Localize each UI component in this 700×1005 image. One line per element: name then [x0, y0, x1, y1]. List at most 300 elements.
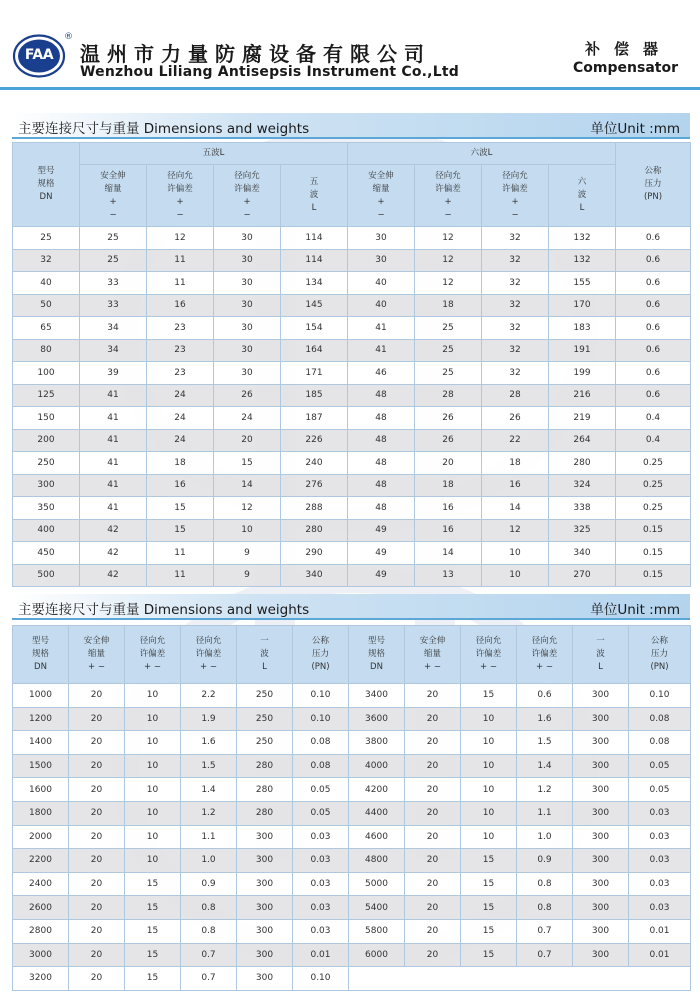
table-cell: 280	[549, 452, 616, 475]
table-cell: 0.25	[616, 452, 691, 475]
table-cell: 0.25	[616, 497, 691, 520]
table-cell: 250	[237, 684, 293, 708]
company-name-cn: 温州市力量防腐设备有限公司	[80, 42, 431, 66]
table-cell: 12	[482, 519, 549, 542]
section-title: 主要连接尺寸与重量 Dimensions and weights	[18, 602, 310, 618]
table-cell: 340	[549, 542, 616, 565]
table-cell: 30	[214, 227, 281, 250]
table-cell: 10	[125, 778, 181, 802]
table-cell: 0.6	[616, 272, 691, 295]
table-cell: 1.6	[181, 731, 237, 755]
table-cell: 41	[348, 317, 415, 340]
table-cell: 0.15	[616, 519, 691, 542]
table-cell: 80	[13, 339, 80, 362]
table-cell: 240	[281, 452, 348, 475]
table-cell: 350	[13, 497, 80, 520]
table-cell: 20	[69, 754, 125, 778]
company-name-en: Wenzhou Liliang Antisepsis Instrument Co.,Ltd	[80, 64, 459, 80]
dimensions-table-large	[12, 625, 691, 991]
header-wave-length: 一 波 L	[237, 626, 293, 684]
table-row	[13, 872, 691, 896]
table-cell: 0.4	[616, 429, 691, 452]
table-cell: 10	[482, 564, 549, 587]
table-cell: 5800	[349, 919, 405, 943]
table-cell: 15	[214, 452, 281, 475]
table-cell: 0.01	[629, 943, 691, 967]
table-cell: 0.01	[293, 943, 349, 967]
table-cell: 300	[237, 896, 293, 920]
table-cell: 0.7	[181, 967, 237, 991]
table-cell: 0.08	[293, 754, 349, 778]
header-six-wave-length: 六 波 L	[549, 165, 616, 227]
table-cell: 2400	[13, 872, 69, 896]
table-row	[13, 407, 691, 430]
table-cell: 1500	[13, 754, 69, 778]
table-cell: 2.2	[181, 684, 237, 708]
table-cell: 41	[80, 474, 147, 497]
table-cell: 20	[69, 778, 125, 802]
table-cell: 300	[13, 474, 80, 497]
table-cell: 0.9	[181, 872, 237, 896]
table-cell: 15	[125, 943, 181, 967]
table-row	[13, 707, 691, 731]
header-stretch: 安全伸 缩量 + −	[69, 626, 125, 684]
table-cell: 4000	[349, 754, 405, 778]
table-cell: 20	[405, 778, 461, 802]
table-cell: 1600	[13, 778, 69, 802]
table-cell: 25	[415, 317, 482, 340]
table-cell: 280	[237, 778, 293, 802]
table-cell: 30	[214, 317, 281, 340]
table-cell: 0.01	[629, 919, 691, 943]
table-cell: 11	[147, 564, 214, 587]
table-cell: 16	[482, 474, 549, 497]
table-cell: 4400	[349, 801, 405, 825]
header-group-five-wave: 五波L	[80, 143, 348, 165]
table-cell: 30	[348, 249, 415, 272]
table-cell: 300	[573, 943, 629, 967]
table-cell: 0.03	[293, 849, 349, 873]
table-cell: 49	[348, 519, 415, 542]
table-cell: 24	[147, 429, 214, 452]
table-cell: 250	[237, 707, 293, 731]
table-cell: 34	[80, 339, 147, 362]
table-cell: 0.6	[616, 227, 691, 250]
table-cell: 15	[461, 684, 517, 708]
table-cell: 22	[482, 429, 549, 452]
table-cell: 41	[80, 384, 147, 407]
table-row	[13, 919, 691, 943]
header-model: 型号 规格 DN	[13, 143, 80, 227]
table-cell: 187	[281, 407, 348, 430]
header-wave-length: 一 波 L	[573, 626, 629, 684]
table-cell: 1800	[13, 801, 69, 825]
table-cell: 10	[461, 707, 517, 731]
table-cell: 3800	[349, 731, 405, 755]
table-row	[13, 943, 691, 967]
table-cell: 12	[147, 227, 214, 250]
table-cell: 11	[147, 542, 214, 565]
table-cell: 500	[13, 564, 80, 587]
section-bar-2	[12, 594, 690, 620]
table-cell: 26	[482, 407, 549, 430]
table-cell: 12	[415, 272, 482, 295]
table-cell: 20	[405, 731, 461, 755]
table-cell: 25	[80, 249, 147, 272]
table-cell: 300	[573, 849, 629, 873]
table-cell: 0.6	[616, 317, 691, 340]
table-row	[13, 249, 691, 272]
table-cell: 1.2	[517, 778, 573, 802]
table-row	[13, 778, 691, 802]
table-cell: 20	[405, 684, 461, 708]
table-cell: 20	[69, 731, 125, 755]
table-cell: 15	[461, 896, 517, 920]
table-cell: 0.6	[616, 294, 691, 317]
table-cell: 1.5	[517, 731, 573, 755]
table-cell: 1.1	[181, 825, 237, 849]
table-cell: 30	[214, 294, 281, 317]
table-cell: 200	[13, 429, 80, 452]
table-cell: 288	[281, 497, 348, 520]
table-cell: 1200	[13, 707, 69, 731]
table-cell: 0.03	[629, 801, 691, 825]
table-cell: 100	[13, 362, 80, 385]
table-cell: 40	[348, 294, 415, 317]
table-cell: 300	[573, 684, 629, 708]
header-pressure: 公称 压力 (PN)	[616, 143, 691, 227]
table-row	[13, 474, 691, 497]
table-row	[13, 967, 691, 991]
table-cell: 10	[125, 684, 181, 708]
header-stretch: 安全伸 缩量 + −	[405, 626, 461, 684]
table-cell: 32	[482, 339, 549, 362]
header-angular: 径向允 许偏差 + −	[482, 165, 549, 227]
table-cell: 41	[80, 407, 147, 430]
table-cell: 32	[482, 272, 549, 295]
table-cell: 10	[461, 778, 517, 802]
table-cell: 32	[482, 249, 549, 272]
unit-label: 单位Unit :mm	[590, 121, 680, 137]
table-cell: 14	[482, 497, 549, 520]
header-radial: 径向允 许偏差 + −	[461, 626, 517, 684]
table-cell: 20	[405, 754, 461, 778]
table-cell: 32	[13, 249, 80, 272]
table-cell: 25	[80, 227, 147, 250]
table-cell: 1.4	[517, 754, 573, 778]
table-cell: 16	[415, 497, 482, 520]
table-cell: 30	[214, 362, 281, 385]
table-row	[13, 564, 691, 587]
table-row	[13, 801, 691, 825]
table-cell: 300	[237, 919, 293, 943]
table-cell: 2800	[13, 919, 69, 943]
table-cell: 20	[405, 896, 461, 920]
table-cell: 32	[482, 362, 549, 385]
table-cell: 183	[549, 317, 616, 340]
header-angular: 径向允 许偏差 + −	[517, 626, 573, 684]
table-cell: 16	[147, 474, 214, 497]
table-cell: 32	[482, 294, 549, 317]
table-cell: 28	[415, 384, 482, 407]
table-cell: 41	[348, 339, 415, 362]
table-cell: 0.6	[616, 362, 691, 385]
table-cell: 15	[125, 872, 181, 896]
table-cell: 23	[147, 317, 214, 340]
table-cell: 18	[415, 474, 482, 497]
logo-text: FAA	[24, 47, 54, 63]
header-five-wave-length: 五 波 L	[281, 165, 348, 227]
table-cell: 10	[125, 707, 181, 731]
table-row	[13, 731, 691, 755]
table-cell: 340	[281, 564, 348, 587]
table-cell: 20	[405, 707, 461, 731]
table-cell: 48	[348, 384, 415, 407]
table-cell: 0.10	[629, 684, 691, 708]
table-cell: 20	[69, 707, 125, 731]
table-cell: 15	[461, 849, 517, 873]
table-cell: 0.10	[293, 707, 349, 731]
table-cell: 30	[214, 339, 281, 362]
table-cell: 5000	[349, 872, 405, 896]
table-cell: 1.2	[181, 801, 237, 825]
table-cell: 5400	[349, 896, 405, 920]
table-cell: 10	[461, 754, 517, 778]
header-radial: 径向允 许偏差 + −	[415, 165, 482, 227]
table-cell: 18	[147, 452, 214, 475]
table-cell: 46	[348, 362, 415, 385]
table-cell: 20	[69, 896, 125, 920]
table-cell: 0.08	[629, 731, 691, 755]
table-cell: 1400	[13, 731, 69, 755]
table-cell: 30	[214, 272, 281, 295]
table-cell: 300	[237, 967, 293, 991]
table-cell: 300	[573, 707, 629, 731]
table-cell: 338	[549, 497, 616, 520]
table-cell: 12	[415, 249, 482, 272]
table-cell: 24	[147, 407, 214, 430]
table-cell: 40	[13, 272, 80, 295]
header-model: 型号 规格 DN	[13, 626, 69, 684]
header-stretch: 安全伸 缩量 + −	[80, 165, 147, 227]
table-cell: 300	[573, 872, 629, 896]
table-cell: 49	[348, 564, 415, 587]
table-row	[13, 384, 691, 407]
table-cell: 0.03	[629, 896, 691, 920]
table-cell: 33	[80, 272, 147, 295]
table-cell: 145	[281, 294, 348, 317]
table-row	[13, 452, 691, 475]
table-cell: 216	[549, 384, 616, 407]
table-cell: 10	[461, 825, 517, 849]
table-cell: 10	[125, 754, 181, 778]
table-cell: 30	[214, 249, 281, 272]
table-cell: 280	[237, 754, 293, 778]
table-cell: 14	[214, 474, 281, 497]
table-cell: 20	[405, 801, 461, 825]
table-cell: 26	[415, 429, 482, 452]
table-cell: 199	[549, 362, 616, 385]
table-cell: 125	[13, 384, 80, 407]
table-cell: 48	[348, 497, 415, 520]
table-cell: 20	[69, 825, 125, 849]
section-bar-1	[12, 113, 690, 139]
table-cell: 132	[549, 249, 616, 272]
table-cell: 300	[573, 825, 629, 849]
table-cell: 41	[80, 497, 147, 520]
table-cell: 40	[348, 272, 415, 295]
table-cell: 0.03	[293, 896, 349, 920]
table-cell: 41	[80, 429, 147, 452]
table-cell: 300	[573, 896, 629, 920]
table-cell: 48	[348, 407, 415, 430]
table-cell: 276	[281, 474, 348, 497]
table-cell: 9	[214, 564, 281, 587]
header-pressure: 公称 压力 (PN)	[293, 626, 349, 684]
table-cell: 114	[281, 227, 348, 250]
table-cell: 185	[281, 384, 348, 407]
table-cell: 0.05	[629, 754, 691, 778]
table-cell: 20	[69, 872, 125, 896]
table-cell: 18	[482, 452, 549, 475]
table-cell: 20	[405, 872, 461, 896]
table-cell: 0.6	[616, 249, 691, 272]
table-row	[13, 754, 691, 778]
table-cell: 0.05	[629, 778, 691, 802]
table-cell: 0.6	[616, 384, 691, 407]
table-cell: 3000	[13, 943, 69, 967]
table-cell: 25	[13, 227, 80, 250]
table-cell: 300	[573, 919, 629, 943]
table-cell: 32	[482, 317, 549, 340]
table-cell: 0.6	[517, 684, 573, 708]
table-cell: 28	[482, 384, 549, 407]
table-cell: 191	[549, 339, 616, 362]
table-cell: 10	[461, 801, 517, 825]
table-cell: 48	[348, 452, 415, 475]
table-cell: 450	[13, 542, 80, 565]
table-cell: 20	[214, 429, 281, 452]
table-cell: 41	[80, 452, 147, 475]
table-row	[13, 429, 691, 452]
page-header	[0, 0, 700, 92]
table-row	[13, 896, 691, 920]
table-cell: 0.4	[616, 407, 691, 430]
table-cell: 0.8	[517, 872, 573, 896]
table-cell: 48	[348, 429, 415, 452]
table-cell: 12	[214, 497, 281, 520]
table-cell: 164	[281, 339, 348, 362]
table-cell: 154	[281, 317, 348, 340]
table-cell: 0.05	[293, 778, 349, 802]
table-cell: 0.8	[181, 919, 237, 943]
table-cell: 0.8	[517, 896, 573, 920]
table-cell: 10	[214, 519, 281, 542]
table-cell: 0.15	[616, 542, 691, 565]
table-cell: 250	[237, 731, 293, 755]
table-cell: 20	[69, 919, 125, 943]
table-cell: 0.9	[517, 849, 573, 873]
table-cell: 50	[13, 294, 80, 317]
table-cell: 2000	[13, 825, 69, 849]
table-cell: 24	[214, 407, 281, 430]
table-cell: 16	[147, 294, 214, 317]
table-cell: 226	[281, 429, 348, 452]
table-cell: 2200	[13, 849, 69, 873]
table-cell: 10	[125, 825, 181, 849]
table-cell: 300	[573, 778, 629, 802]
table-cell: 300	[573, 754, 629, 778]
table-cell: 15	[461, 943, 517, 967]
table-row	[13, 227, 691, 250]
table-cell: 48	[348, 474, 415, 497]
table-cell: 0.10	[293, 967, 349, 991]
table-row	[13, 497, 691, 520]
table-cell: 4200	[349, 778, 405, 802]
table-cell: 280	[281, 519, 348, 542]
table-cell: 280	[237, 801, 293, 825]
table-cell: 20	[69, 684, 125, 708]
header-pressure: 公称 压力 (PN)	[629, 626, 691, 684]
table-row	[13, 362, 691, 385]
table-cell: 20	[415, 452, 482, 475]
table-row	[13, 825, 691, 849]
header-model: 型号 规格 DN	[349, 626, 405, 684]
table-cell: 290	[281, 542, 348, 565]
table-row	[13, 542, 691, 565]
registered-mark-icon: ®	[64, 32, 73, 42]
table-cell: 1.4	[181, 778, 237, 802]
table-cell: 20	[69, 801, 125, 825]
dimensions-table-small	[12, 142, 691, 587]
product-name-cn: 补偿器	[584, 40, 672, 58]
table-cell: 300	[237, 872, 293, 896]
table-cell: 170	[549, 294, 616, 317]
table-cell: 12	[415, 227, 482, 250]
table-cell: 20	[405, 825, 461, 849]
table-cell: 0.6	[616, 339, 691, 362]
table-cell: 15	[147, 497, 214, 520]
table-cell: 15	[147, 519, 214, 542]
table-cell: 2600	[13, 896, 69, 920]
table-cell: 20	[69, 849, 125, 873]
table-cell: 264	[549, 429, 616, 452]
table-cell: 10	[125, 849, 181, 873]
table-cell: 26	[415, 407, 482, 430]
table-cell: 300	[573, 731, 629, 755]
table-cell: 0.03	[293, 825, 349, 849]
table-cell: 250	[13, 452, 80, 475]
table-cell: 3400	[349, 684, 405, 708]
table-cell: 10	[125, 731, 181, 755]
table-cell: 1.6	[517, 707, 573, 731]
table-cell: 4800	[349, 849, 405, 873]
table-row	[13, 684, 691, 708]
table-cell: 20	[69, 943, 125, 967]
table-cell: 15	[461, 872, 517, 896]
table-cell: 0.05	[293, 801, 349, 825]
table-cell: 20	[405, 849, 461, 873]
table-cell: 0.03	[629, 849, 691, 873]
table-cell: 1.0	[181, 849, 237, 873]
empty-cell	[349, 967, 691, 991]
header-angular: 径向允 许偏差 + −	[181, 626, 237, 684]
table-cell: 132	[549, 227, 616, 250]
table-cell: 24	[147, 384, 214, 407]
table-cell: 15	[125, 896, 181, 920]
table-cell: 14	[415, 542, 482, 565]
table-cell: 10	[461, 731, 517, 755]
